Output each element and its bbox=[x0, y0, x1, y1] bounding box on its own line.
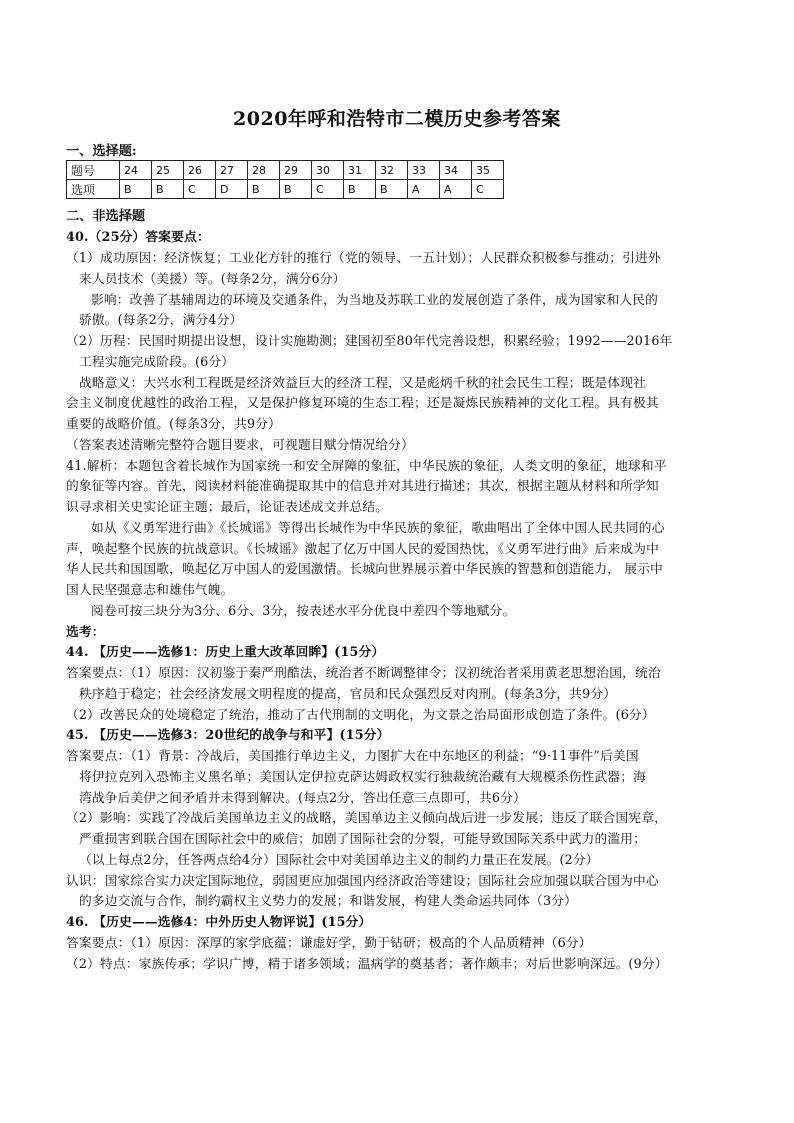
table-cell: 28 bbox=[248, 161, 280, 180]
text-line: 声，唤起整个民族的抗战意识。《长城谣》激起了亿万中国人民的爱国热忱，《义勇军进行曲》后来成为中 bbox=[66, 541, 660, 556]
table-cell: 25 bbox=[152, 161, 184, 180]
table-cell: B bbox=[344, 180, 376, 199]
text-line: 44. 【历史——选修1：历史上重大改革回眸】(15分） bbox=[66, 644, 385, 659]
table-row bbox=[67, 180, 504, 199]
section-choice-heading: 一、选择题: bbox=[66, 144, 137, 159]
text-line: 如从《义勇军进行曲》《长城谣》等得出长城作为中华民族的象征，歌曲唱出了全体中国人民共同的心 bbox=[91, 520, 665, 535]
table-cell: 27 bbox=[216, 161, 248, 180]
text-line: 战略意义：大兴水利工程既是经济效益巨大的经济工程，又是彪炳千秋的社会民生工程；既是体现社 bbox=[79, 375, 647, 390]
text-line: 影响：改善了基辅周边的环境及交通条件，为当地及苏联工业的发展创造了条件，成为国家和人民的 bbox=[91, 292, 659, 307]
text-line: 45. 【历史——选修3：20世纪的战争与和平】(15分） bbox=[66, 727, 390, 742]
table-cell: A bbox=[408, 180, 440, 199]
table-cell: C bbox=[184, 180, 216, 199]
table-cell: B bbox=[152, 180, 184, 199]
text-line: （2）影响：实践了冷战后美国单边主义的战略，美国单边主义倾向战后进一步发展；违反了联合国宪章， bbox=[66, 810, 668, 825]
text-line: 的象征等内容。首先，阅读材料能准确提取其中的信息并对其进行描述；其次，根据主题从材料和所学知 bbox=[66, 478, 659, 493]
table-cell: C bbox=[472, 180, 504, 199]
text-line: 来人员技术（美援）等。(每条2分，满分6分） bbox=[79, 271, 346, 286]
table-cell: C bbox=[312, 180, 344, 199]
text-line: （2）历程：民国时期提出设想，设计实施勘测；建国初至80年代完善设想，积累经验；1992——2016年 bbox=[66, 333, 673, 348]
text-line: （以上每点2分，任答两点给4分）国际社会中对美国单边主义的制约力量正在发展。(2分） bbox=[79, 852, 599, 867]
table-cell: B bbox=[120, 180, 152, 199]
table-cell: B bbox=[376, 180, 408, 199]
text-line: 重要的战略价值。(每条3分，共9分） bbox=[66, 416, 282, 431]
text-line: （1）成功原因：经济恢复；工业化方针的推行（党的领导、一五计划）；人民群众积极参与推动；引进外 bbox=[66, 250, 661, 265]
text-line: 阅卷可按三块分为3分、6分、3分，按表述水平分优良中差四个等地赋分。 bbox=[91, 603, 516, 618]
table-cell: 24 bbox=[120, 161, 152, 180]
section-nonchoice-heading: 二、非选择题 bbox=[66, 209, 146, 224]
text-line: 华人民共和国国歌，唤起亿万中国人的爱国激情。长城向世界展示着中华民族的智慧和创造能力， 展示中 bbox=[66, 561, 664, 576]
text-line: 答案要点：（1）原因：深厚的家学底蕴；谦虚好学，勤于钻研；极高的个人品质精神（6分） bbox=[66, 935, 592, 950]
text-line: 识寻求相关史实论证主题；最后，论证表述成文并总结。 bbox=[66, 499, 389, 514]
table-cell: D bbox=[216, 180, 248, 199]
text-line: 41.解析：本题包含着长城作为国家统一和安全屏障的象征，中华民族的象征，人类文明的象征，地球和平 bbox=[66, 458, 667, 473]
table-cell: 31 bbox=[344, 161, 376, 180]
table-cell: 34 bbox=[440, 161, 472, 180]
text-line: 国人民坚强意志和雄伟气魄。 bbox=[66, 582, 234, 597]
text-line: 答案要点：（1）背景：冷战后，美国推行单边主义，力图扩大在中东地区的利益；“9·11事件”后美国 bbox=[66, 748, 639, 763]
table-cell: B bbox=[280, 180, 312, 199]
text-line: 会主义制度优越性的政治工程，又是保护修复环境的生态工程；还是凝炼民族精神的文化工程。具有极其 bbox=[66, 395, 659, 410]
text-line: 46. 【历史——选修4：中外历史人物评说】(15分） bbox=[66, 914, 372, 929]
text-line: 选考： bbox=[66, 624, 105, 639]
text-line: 骄傲。(每条2分，满分4分） bbox=[79, 312, 243, 327]
text-line: 严重损害到联合国在国际社会中的威信；加剧了国际社会的分裂，可能导致国际关系中武力的滥用； bbox=[79, 831, 647, 846]
table-cell: B bbox=[248, 180, 280, 199]
text-line: 的多边交流与合作，制约霸权主义势力的发展；和谐发展，构建人类命运共同体（3分） bbox=[79, 893, 577, 908]
table-cell: 30 bbox=[312, 161, 344, 180]
row-label-number: 题号 bbox=[67, 161, 120, 180]
text-line: 40.（25分）答案要点： bbox=[66, 229, 210, 244]
table-cell: 33 bbox=[408, 161, 440, 180]
row-label-answer: 选项 bbox=[67, 180, 120, 199]
text-line: 工程实施完成阶段。(6分） bbox=[79, 354, 235, 369]
table-row bbox=[67, 161, 504, 180]
text-line: （2）特点：家族传承；学识广博，精于诸多领域；温病学的奠基者；著作颇丰；对后世影响深远。(9分） bbox=[66, 956, 668, 971]
table-cell: 32 bbox=[376, 161, 408, 180]
text-line: 答案要点：（1）原因：汉初鉴于秦严刑酷法，统治者不断调整律令；汉初统治者采用黄老思想治国，统治 bbox=[66, 665, 661, 680]
document-title: 2020年呼和浩特市二模历史参考答案 bbox=[233, 108, 561, 130]
text-line: 湾战争后美伊之间矛盾并未得到解决。(每点2分，答出任意三点即可，共6分） bbox=[79, 790, 526, 805]
answer-table bbox=[66, 160, 504, 199]
table-cell: 26 bbox=[184, 161, 216, 180]
table-cell: 35 bbox=[472, 161, 504, 180]
text-line: （答案表述清晰完整符合题目要求，可视题目赋分情况给分） bbox=[66, 437, 414, 452]
table-cell: A bbox=[440, 180, 472, 199]
text-line: 秩序趋于稳定；社会经济发展文明程度的提高，官员和民众强烈反对肉刑。(每条3分，共9分） bbox=[79, 686, 617, 701]
text-line: 认识：国家综合实力决定国际地位，弱国更应加强国内经济政治等建设；国际社会应加强以联合国为中心 bbox=[66, 873, 659, 888]
text-line: 将伊拉克列入恐怖主义黑名单；美国认定伊拉克萨达姆政权实行独裁统治藏有大规模杀伤性武器；海 bbox=[79, 769, 647, 784]
text-line: （2）改善民众的处境稳定了统治，推动了古代刑制的文明化，为文景之治局面形成创造了条件。(6分） bbox=[66, 707, 655, 722]
table-cell: 29 bbox=[280, 161, 312, 180]
